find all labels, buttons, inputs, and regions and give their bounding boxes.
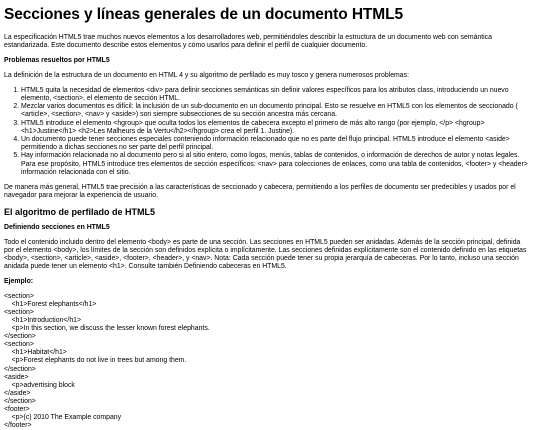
code-line: </footer>: [4, 422, 32, 430]
intro-paragraph: La especificación HTML5 trae muchos nuevos elementos a los desarrolladores web, permitiéndoles describir la estructura de un documento web con semántica estandarizada. Este documento describe estos elementos y cómo usarlos para definir el perfil de cualquier documento.: [4, 34, 492, 50]
code-line: <p>In this section, we discuss the lesser known forest elephants.: [4, 325, 210, 333]
example-label: Ejemplo:: [4, 278, 34, 286]
algorithm-heading: El algoritmo de perfilado de HTML5: [4, 207, 156, 218]
code-line: </section>: [4, 397, 36, 405]
list-item: 4. Un documento puede tener secciones especiales conteniendo información relacionado que no es parte del flujo principal. HTML5 introduce el elemento <aside> permitiendo a dichas secciones no ser parte del perfil principal.: [21, 136, 532, 152]
code-line: <section>: [4, 308, 34, 316]
list-item: 3. HTML5 introduce el elemento <hgroup> que oculta todos los elementos de cabecera excepto el primero de más alto rango (por ejemplo, </p> <hgroup><h1>Justine</h1> <h2>Les Malheurs de la Vertu</h2></hgroup> crea el perfil 1. Justine).: [21, 120, 532, 136]
sections-paragraph: Todo el contenido incluido dentro del elemento <body> es parte de una sección. Las secciones en HTML5 pueden ser anidadas. Además de la sección principal, definida por el elemento <body>, los límites de la sección son definidos explícita o implícitamente. Las secciones definidas explícitamente son el contenido definido en las etiquetas <body>, <section>, <article>, <aside>, <footer>, <header>, y <nav>. Nota: Cada sección puede tener su propia jerarquía de cabeceras. Por lo tanto, incluso una sección anidada puede tener un elemento <h1>. Consulte también Definiendo cabeceras en HTML5.: [4, 238, 527, 271]
code-example: [4, 293, 532, 430]
list-item: 2. Mezclar varios documentos es difícil: la inclusión de un sub-documento en un documento principal. Esto se resuelve en HTML5 con los elementos de seccionado ( <article>, <section>, <nav> y <aside>) son siempre subsecciones de su sección ancestra más cercana.: [21, 103, 532, 119]
code-line: <section>: [4, 292, 34, 300]
code-line: <p>(c) 2010 The Example company: [4, 414, 122, 422]
page-title: Secciones y líneas generales de un documento HTML5: [4, 6, 403, 23]
code-line: <aside>: [4, 373, 29, 381]
code-line: <section>: [4, 341, 34, 349]
problems-outro-paragraph: De manera más general, HTML5 trae precisión a las características de seccionado y cabecera, permitiendo a los perfiles de documento ser predecibles y usados por el navegador para mejorar la experiencia de usuario.: [4, 184, 516, 200]
code-line: <p>advertising block: [4, 381, 75, 389]
problems-list: [4, 87, 532, 177]
code-line: <p>Forest elephants do not live in trees but among them.: [4, 357, 187, 365]
list-item: 1. HTML5 quita la necesidad de elementos <div> para definir secciones semánticas sin definir valores específicos para los atributos class, introduciendo un nuevo elemento, <section>, el elemento de sección HTML.: [21, 87, 532, 103]
code-line: </section>: [4, 365, 36, 373]
code-line: <h1>Introduction</h1>: [4, 316, 82, 324]
code-line: </aside>: [4, 389, 31, 397]
list-item: 5. Hay información relacionada no al documento pero si al sitio entero, como logos, menús, tablas de contenidos, o información de derechos de autor y notas legales. Para ese propósito, HTML5 introduce tres elementos de sección específicos: <nav> para colecciones de enlaces, como una tabla de contenidos, <footer> y <header> información relacionada con el sitio.: [21, 152, 532, 177]
code-line: <h1>Forest elephants</h1>: [4, 300, 97, 308]
code-line: </section>: [4, 333, 36, 341]
code-line: <h1>Habitat</h1>: [4, 349, 67, 357]
sections-heading: Definiendo secciones en HTML5: [4, 224, 110, 232]
problems-intro-paragraph: La definición de la estructura de un documento en HTML 4 y su algoritmo de perfilado es muy tosco y genera numerosos problemas:: [4, 71, 409, 79]
code-line: <footer>: [4, 405, 30, 413]
problems-heading: Problemas resueltos por HTML5: [4, 57, 110, 65]
